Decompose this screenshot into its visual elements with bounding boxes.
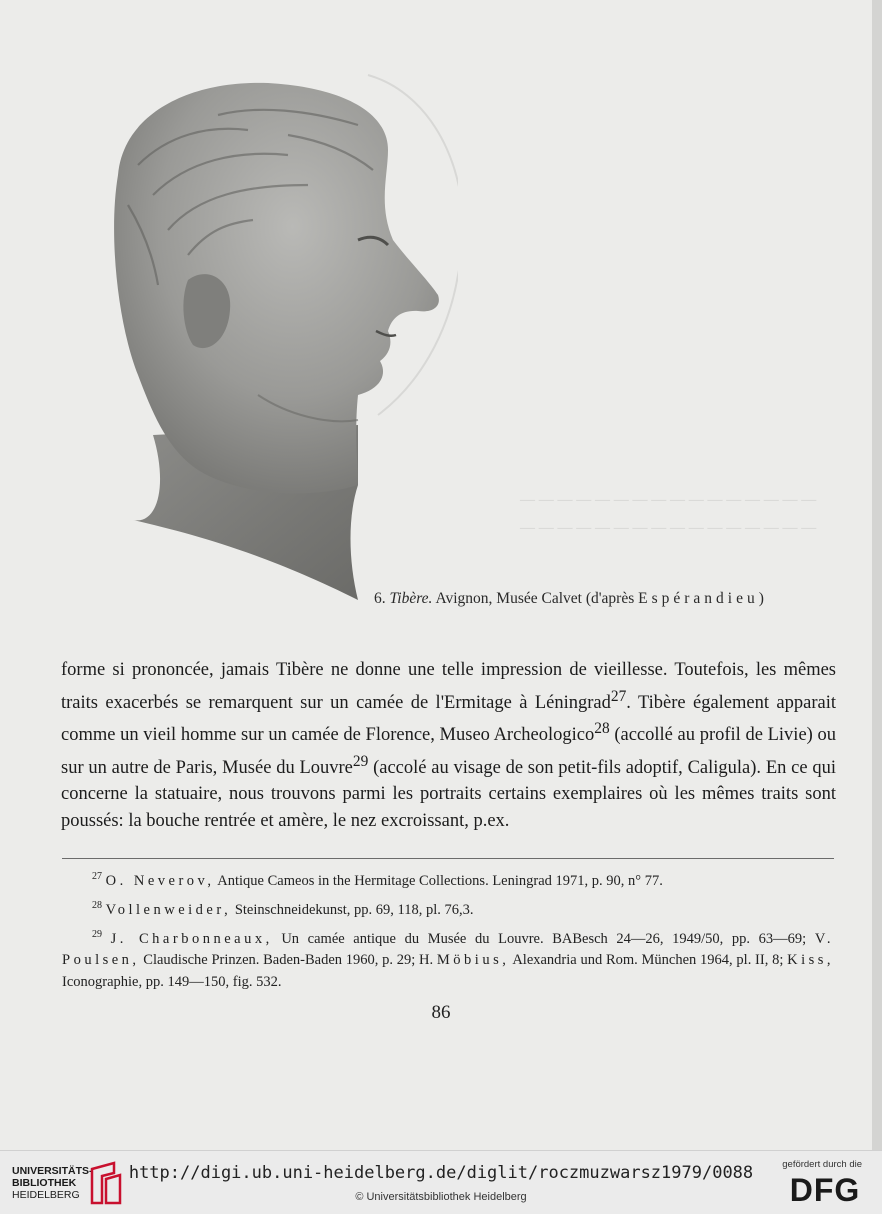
tiberius-relief-photo	[58, 55, 458, 615]
footnote-number: 28	[92, 899, 102, 911]
show-through-text: — — — — — — — — — — — — — — — —	[520, 520, 817, 536]
copyright-notice: © Universitätsbibliothek Heidelberg	[355, 1191, 527, 1203]
footnote-author: Möbius,	[436, 952, 510, 969]
funding-label: gefördert durch die	[782, 1159, 862, 1170]
body-text-part: forme si prononcée, jamais Tibère ne donne une telle impression de vieillesse. Toutefois, les mêmes traits exacerbés se remarquent sur un camée de l'Ermitage à Léningrad	[61, 660, 836, 713]
footnote-text: Claudische Prinzen. Baden-Baden 1960, p. 29; H.	[143, 952, 434, 969]
footnote-ref: 29	[352, 752, 369, 770]
institution-line: UNIVERSITÄTS-	[12, 1165, 93, 1177]
digitization-footer	[0, 1150, 882, 1214]
footnote-ref: 27	[610, 687, 627, 705]
footnote-author: O. Neverov,	[105, 872, 215, 889]
footnote-ref: 28	[594, 720, 610, 738]
body-paragraph	[61, 657, 836, 834]
institution-line: BIBLIOTHEK	[12, 1177, 77, 1189]
caption-number: 6.	[374, 590, 386, 607]
caption-text: Avignon, Musée Calvet (d'après	[435, 590, 635, 607]
footnotes	[62, 866, 834, 993]
body-text-part: (accollé au profil de Livie) ou sur un autre de Paris, Musée du Louvre	[61, 725, 836, 778]
institution-line: HEIDELBERG	[12, 1189, 80, 1201]
figure-caption	[374, 590, 834, 608]
footnote-number: 27	[92, 871, 102, 882]
page-number: 86	[431, 1002, 451, 1023]
footnote-28	[62, 895, 834, 921]
body-text-part: (accolé au visage de son petit-fils adoptif, Caligula). En ce qui concerne la statuaire, nous trouvons parmi les portraits certains exemplaires où les mêmes traits sont poussés: la bouche rentrée et amère, le nez excroissant, p.ex.	[61, 757, 836, 831]
footnote-number: 29	[92, 928, 102, 940]
footnote-author: J. Charbonneaux,	[110, 930, 273, 947]
caption-title: Tibère.	[389, 590, 433, 607]
footnote-divider	[62, 858, 834, 859]
page-edge	[872, 0, 882, 1150]
dfg-logo-icon[interactable]	[782, 1170, 868, 1208]
relief-head	[114, 83, 439, 494]
show-through-text: — — — — — — — — — — — — — — — —	[520, 492, 817, 508]
footnote-author: Kiss,	[787, 952, 835, 969]
footnote-text: Alexandria und Rom. München 1964, pl. II, 8;	[512, 952, 784, 969]
footnote-author: V. Poulsen,	[62, 930, 835, 969]
body-text-part: . Tibère également apparait comme un vieil homme sur un camée de Florence, Museo Archeologico	[61, 692, 836, 746]
footnote-27	[62, 866, 834, 892]
footnote-author: Vollenweider,	[105, 901, 232, 918]
footnote-text: Steinschneidekunst, pp. 69, 118, pl. 76,3.	[234, 901, 474, 918]
footnote-text: Iconographie, pp. 149—150, fig. 532.	[62, 974, 282, 991]
dfg-logo-text: DFG	[789, 1172, 861, 1208]
caption-author: Espérandieu)	[638, 590, 768, 607]
footnote-29	[62, 924, 834, 994]
footnote-text: Antique Cameos in the Hermitage Collections. Leningrad 1971, p. 90, n° 77.	[217, 872, 663, 889]
permalink-url[interactable]: http://digi.ub.uni-heidelberg.de/diglit/roczmuzwarsz1979/0088	[128, 1163, 754, 1183]
footnote-text: Un camée antique du Musée du Louvre. BABesch 24—26, 1949/50, pp. 63—69;	[281, 930, 807, 947]
